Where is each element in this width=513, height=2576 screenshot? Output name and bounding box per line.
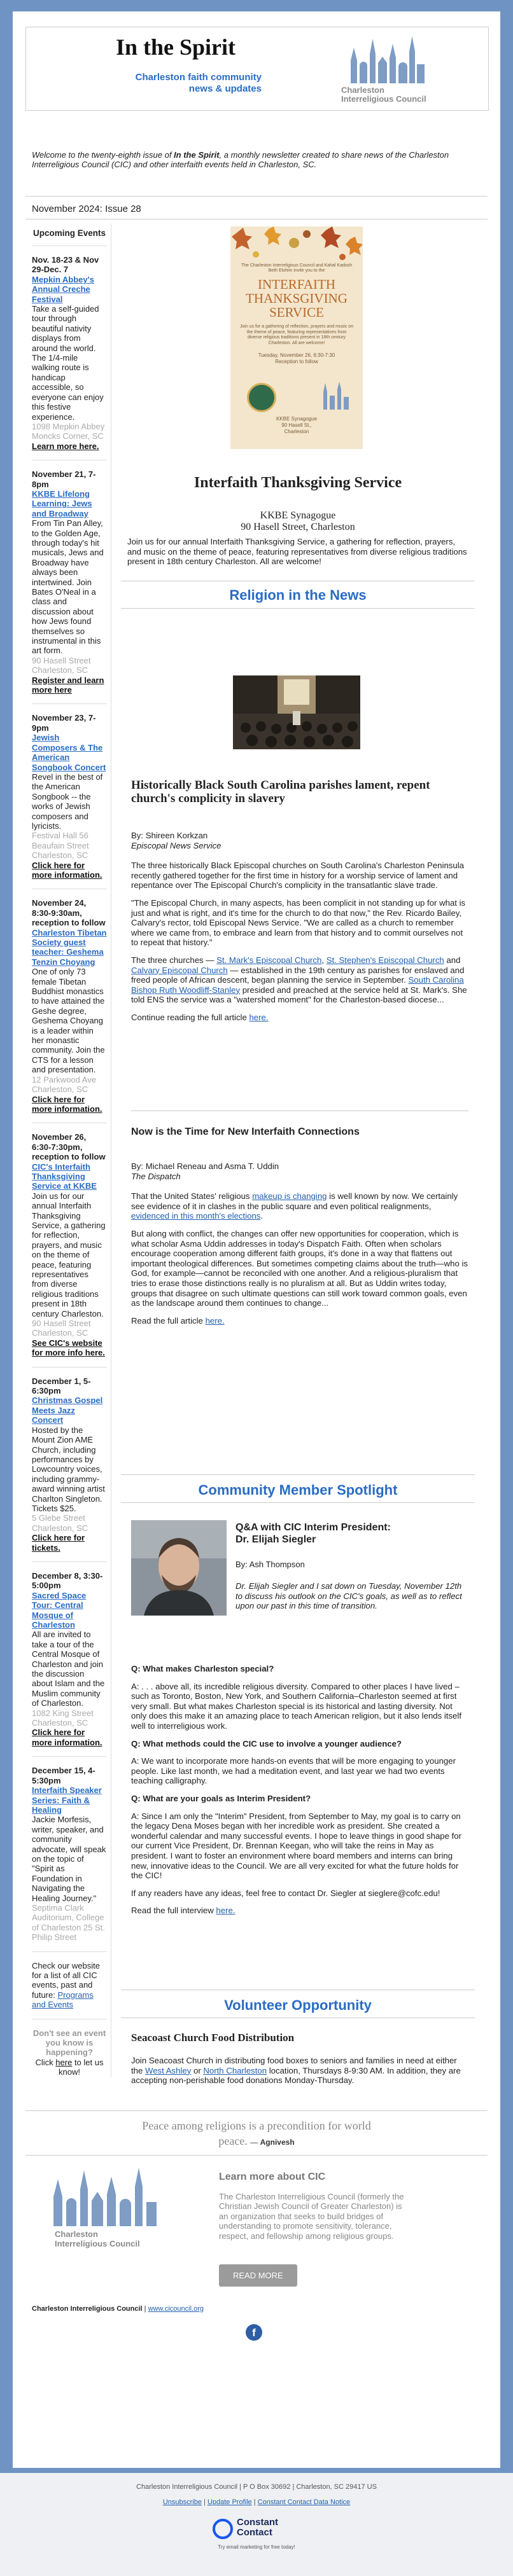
question: Q: What are your goals as Interim President? bbox=[131, 1793, 311, 1803]
footer-address: Charleston Interreligious Council | P O Box 30692 | Charleston, SC 29417 US bbox=[136, 2483, 377, 2491]
event-desc: Take a self-guided tour through beautiful nativity displays from around the world. The 1/4-mile walking route is handicap accessible, so everyone can enjoy this festive experience. bbox=[32, 304, 104, 422]
spotlight-title: Q&A with CIC Interim President: Dr. Elijah Siegler bbox=[235, 1522, 391, 1545]
event-date: Nov. 18-23 & Nov 29-Dec. 7 bbox=[32, 255, 99, 275]
issue-label: November 2024: Issue 28 bbox=[32, 204, 141, 214]
text: The three churches — bbox=[131, 955, 217, 965]
article-2-paragraph bbox=[131, 1191, 468, 1221]
event-item bbox=[32, 713, 107, 880]
org-line-1: Charleston bbox=[341, 85, 384, 95]
event-address: 90 Hasell Street Charleston, SC bbox=[32, 655, 91, 675]
interview-read-more-link[interactable]: here. bbox=[216, 1906, 235, 1916]
event-desc: Join us for our annual Interfaith Thanksgiving Service, a gathering for reflection, prayers, and music on the theme of peace, featuring representatives from diverse religious traditions present in 18th century Charleston. bbox=[32, 1191, 106, 1319]
volunteer-body bbox=[131, 2056, 468, 2093]
bishop-link[interactable]: South Carolina Bishop Ruth Woodliff-Stanley bbox=[131, 975, 464, 995]
text: Read the full article bbox=[131, 1315, 206, 1326]
website-link[interactable]: www.cicouncil.org bbox=[148, 2305, 204, 2313]
st-stephens-link[interactable]: St. Stephen's Episcopal Church bbox=[326, 955, 444, 965]
event-item bbox=[32, 469, 107, 695]
text: Continue reading the full article bbox=[131, 1012, 249, 1022]
event-desc: Hosted by the Mount Zion AME Church, including performances by Lowcountry voices, including grammy-award winning artist Charlton Singleton. Tickets $25. bbox=[32, 1425, 105, 1513]
masthead: In the Spirit bbox=[115, 34, 236, 60]
update-profile-link[interactable]: Update Profile bbox=[207, 2498, 252, 2506]
event-item bbox=[32, 255, 107, 451]
article-1-title: Historically Black South Carolina parishes lament, repent church's complicity in slavery bbox=[131, 779, 430, 805]
article-1-byline: By: Shireen Korkzan bbox=[131, 831, 208, 840]
intro-welcome-rest: , a monthly newsletter created to share news of the Charleston Interreligious Council (CIC) and other interfaith events held in Charleston, SC. bbox=[32, 150, 449, 169]
st-marks-link[interactable]: St. Mark's Episcopal Church bbox=[216, 955, 322, 965]
sidebar-check-website bbox=[32, 1961, 107, 2010]
quote: Peace among religions is a precondition for world peace. — Agnivesh bbox=[25, 2118, 488, 2150]
spotlight-body bbox=[131, 1581, 468, 1619]
event-title-link[interactable]: Sacred Space Tour: Central Mosque of Charleston bbox=[32, 1590, 87, 1630]
article-2-title: Now is the Time for New Interfaith Connections bbox=[131, 1126, 360, 1137]
facebook-icon[interactable]: f bbox=[246, 2324, 262, 2341]
divider bbox=[25, 196, 488, 197]
article-2-source: The Dispatch bbox=[131, 1171, 181, 1181]
skyline-logo-icon bbox=[41, 2168, 168, 2226]
article-1-source: Episcopal News Service bbox=[131, 840, 221, 850]
article-2-read-more-link[interactable]: here. bbox=[205, 1315, 225, 1326]
volunteer-heading: Volunteer Opportunity bbox=[224, 1997, 372, 2013]
event-address: Festival Hall 56 Beaufain Street Charleston, SC bbox=[32, 831, 89, 861]
volunteer-title: Seacoast Church Food Distribution bbox=[131, 2032, 295, 2044]
thanksgiving-title: Interfaith Thanksgiving Service bbox=[193, 474, 402, 491]
question: Q: What makes Charleston special? bbox=[131, 1664, 274, 1673]
sidebar-upcoming-events bbox=[32, 223, 111, 2077]
quote-line-2: peace. bbox=[218, 2135, 248, 2147]
intro-pub-name: In the Spirit bbox=[174, 150, 220, 160]
flyer-title-3: SERVICE bbox=[269, 305, 324, 320]
article-1-paragraph bbox=[131, 955, 468, 1005]
tagline-line-2: news & updates bbox=[188, 83, 262, 94]
tagline bbox=[122, 72, 262, 95]
divider bbox=[25, 2155, 488, 2156]
event-item bbox=[32, 1766, 107, 1942]
click-text: Click bbox=[35, 2057, 56, 2067]
text: location, Thursdays 8-9:30 AM. In addition, they are accepting non-perishable food donations Monday-Thursday. bbox=[131, 2065, 461, 2086]
question: Q: What methods could the CIC use to involve a younger audience? bbox=[131, 1738, 402, 1748]
text: That the United States' religious bbox=[131, 1191, 253, 1201]
thanksgiving-venue bbox=[121, 510, 475, 533]
answer: A: Since I am only the "Interim" President, from September to May, my goal is to carry on the legacy Dena Moses began with her incredible work as president. She created a wonderful calendar and many successful events. I hope to leave things in good shape for our current Vice President, Dr. Brennan Keegan, who will take the reins in May as president. I want to foster an environment where board members and interns can bring new, innovative ideas to the Council. We are all very excited for what the future holds for the CIC! bbox=[131, 1811, 462, 1881]
event-more-link[interactable]: Learn more here. bbox=[32, 441, 99, 451]
event-address: 90 Hasell Street Charleston, SC bbox=[32, 1319, 91, 1338]
event-item bbox=[32, 898, 107, 1114]
event-address: Septima Clark Auditorium, College of Charleston 25 St. Philip Street bbox=[32, 1902, 105, 1942]
event-address: 1098 Mepkin Abbey Moncks Corner, SC bbox=[32, 421, 105, 441]
event-date: November 23, 7-9pm bbox=[32, 713, 96, 733]
event-address: 5 Glebe Street Charleston, SC bbox=[32, 1513, 88, 1533]
event-desc: One of only 73 female Tibetan Buddhist monastics to have attained the Geshe degree, Geshema Choyang is a leader within her monastic community. Join the CTS for a lesson and presentation. bbox=[32, 967, 105, 1075]
footer-links bbox=[0, 2498, 513, 2506]
constant-contact-logo-icon bbox=[213, 2519, 233, 2539]
flyer-reception: Reception to follow bbox=[275, 359, 318, 364]
flyer-venue bbox=[269, 416, 325, 435]
cc-line-2: Contact bbox=[237, 2527, 272, 2538]
event-title-link[interactable]: KKBE Lifelong Learning: Jews and Broadway bbox=[32, 488, 92, 518]
divider bbox=[121, 1474, 475, 1475]
event-address: 12 Parkwood Ave Charleston, SC bbox=[32, 1074, 96, 1095]
separator: | bbox=[142, 2305, 148, 2313]
org-line-2: Interreligious Council bbox=[55, 2239, 140, 2248]
org-line-1: Charleston bbox=[55, 2229, 98, 2239]
header bbox=[25, 27, 489, 111]
cc-name bbox=[237, 2517, 278, 2538]
article-1-read-more-link[interactable]: here. bbox=[249, 1012, 269, 1022]
spotlight-byline: By: Ash Thompson bbox=[235, 1560, 305, 1569]
event-item bbox=[32, 1571, 107, 1747]
event-title-link[interactable]: Jewish Composers & The American Songbook Concert bbox=[32, 733, 106, 772]
article-2-paragraph: But along with conflict, the changes can offer new opportunities for cooperation, which is what scholar Asma Uddin addresses in today's Dispatch Faith. Often when scholars encourage cooperation among different faith groups, it's done in a way that flattens out important theological differences. But sometimes competing claims about the truth—who is God, for example—cannot be reconciled with one another. And a religious-pluralism that tries to erase those distinctions really is no pluralism at all. But as Uddin writes today, groups that disagree on such ultimate questions can still work toward common goals, even as the landscape around them continues to change... bbox=[131, 1228, 468, 1308]
kkbe-seal-icon bbox=[247, 383, 276, 412]
flyer-top: The Charleston Interreligious Council and Kahal Kadosh Beth Elohim invite you to the bbox=[241, 263, 353, 273]
elections-link[interactable]: evidenced in this month's elections bbox=[131, 1211, 261, 1221]
text: — established in the 19th century as parishes for enslaved and freed people of African descent, began planning the service in September. bbox=[131, 965, 465, 985]
about-heading: Learn more about CIC bbox=[219, 2171, 326, 2182]
makeup-changing-link[interactable]: makeup is changing bbox=[252, 1191, 327, 1201]
dont-see-text: Don't see an event you know is happening? bbox=[32, 2028, 106, 2058]
event-title-link[interactable]: Mepkin Abbey's Annual Creche Festival bbox=[32, 274, 94, 304]
thanksgiving-flyer bbox=[230, 226, 363, 449]
sidebar-heading: Upcoming Events bbox=[32, 228, 106, 238]
let-us-know-link[interactable]: here bbox=[55, 2057, 73, 2067]
article-1-body bbox=[131, 831, 468, 1030]
text: Join Seacoast Church in distributing food boxes to seniors and families in need at either the bbox=[131, 2056, 457, 2075]
event-date: December 1, 5-6:30pm bbox=[32, 1376, 91, 1396]
intro-text bbox=[32, 150, 481, 169]
separator: | bbox=[201, 2498, 207, 2506]
event-address: 1082 King Street Charleston, SC bbox=[32, 1708, 94, 1728]
event-date: December 15, 4-5:30pm bbox=[32, 1766, 95, 1785]
newsletter-card bbox=[13, 11, 500, 2468]
thanksgiving-paragraph: Join us for our annual Interfaith Thanksgiving Service, a gathering for reflection, prayers, and music on the theme of peace, featuring representatives from diverse religious traditions present in 18th century Charleston. All are welcome! bbox=[127, 537, 467, 567]
flyer-desc: Join us for a gathering of reflection, prayers and music on the theme of peace, featuring representatives from diverse religious traditions present in 18th century Charleston. All are welcome! bbox=[239, 324, 354, 345]
flyer-title-1: INTERFAITH bbox=[257, 277, 336, 292]
text: and bbox=[444, 955, 461, 965]
about-logo bbox=[41, 2168, 168, 2247]
org-name: Charleston Interreligious Council bbox=[32, 2305, 143, 2313]
flyer-title-2: THANKSGIVING bbox=[246, 291, 348, 306]
quote-author: Agnivesh bbox=[260, 2138, 295, 2147]
about-org-name bbox=[41, 2229, 168, 2248]
event-date: November 24, 8:30-9:30am, reception to follow bbox=[32, 898, 106, 928]
quote-line-1: Peace among religions is a precondition for world bbox=[142, 2119, 371, 2132]
header-org-name bbox=[341, 86, 443, 104]
text: or bbox=[191, 2065, 204, 2075]
spotlight-continue bbox=[131, 1906, 468, 1916]
separator: | bbox=[251, 2498, 258, 2506]
flyer-title bbox=[234, 277, 359, 319]
event-more-link[interactable]: Click here for more information. bbox=[32, 860, 102, 880]
event-title-link[interactable]: Christmas Gospel Meets Jazz Concert bbox=[32, 1395, 103, 1425]
programs-events-link[interactable]: Programs and Events bbox=[32, 1990, 94, 2010]
article-1-paragraph: The three historically Black Episcopal churches on South Carolina's Charleston Peninsula recently gathered together for the first time in history for a worship service of lament and repentance over The Episcopal Church's complicity in the transatlantic slave trade. bbox=[131, 861, 464, 890]
venue-name: KKBE Synagogue bbox=[260, 510, 336, 521]
calvary-link[interactable]: Calvary Episcopal Church bbox=[131, 965, 228, 975]
event-date: November 21, 7-8pm bbox=[32, 469, 96, 489]
west-ashley-link[interactable]: West Ashley bbox=[145, 2065, 192, 2075]
org-line-2: Interreligious Council bbox=[341, 94, 426, 104]
answer: A: We want to incorporate more hands-on events that will be more engaging to younger people. Like last month, we had a meditation event, and last year we had two events teaching calligraphy. bbox=[131, 1756, 456, 1786]
event-desc: Jackie Morfesis, writer, speaker, and community advocate, will speak on the topic of "Spirit as Foundation in Navigating the Healing Journey." bbox=[32, 1815, 106, 1903]
text: Read the full interview bbox=[131, 1906, 216, 1916]
text: presided and preached at the service held at St. Mark's. She told ENS the service was a "watershed moment" for the Charleston-based diocese... bbox=[131, 985, 467, 1005]
article-1-continue bbox=[131, 1013, 468, 1023]
cic-logo-icon bbox=[320, 382, 351, 410]
flyer-venue-2: 90 Hasell St., Charleston bbox=[281, 422, 312, 434]
event-title-link[interactable]: Interfaith Speaker Series: Faith & Healing bbox=[32, 1785, 102, 1815]
cc-line-1: Constant bbox=[237, 2517, 278, 2528]
constant-contact-badge[interactable] bbox=[209, 2516, 304, 2554]
spotlight-qa bbox=[131, 1664, 468, 1923]
article-2-byline: By: Michael Reneau and Asma T. Uddin bbox=[131, 1161, 279, 1171]
event-title-link[interactable]: Charleston Tibetan Society guest teacher: Geshema Tenzin Choyang bbox=[32, 927, 107, 967]
unsubscribe-link[interactable]: Unsubscribe bbox=[162, 2498, 202, 2506]
event-desc: From Tin Pan Alley, to the Golden Age, through today's hit musicals, Jews and Broadway have always been intertwined. Join Bates O'Neal in a class and discussion about how Jews found themselves so instrumental in this art form. bbox=[32, 518, 104, 656]
event-more-link[interactable]: Click here for more information. bbox=[32, 1094, 102, 1114]
event-date: December 8, 3:30-5:00pm bbox=[32, 1570, 103, 1591]
footer bbox=[0, 2473, 513, 2576]
flyer-venue-1: KKBE Synagogue bbox=[276, 416, 318, 422]
article-1-paragraph: "The Episcopal Church, in many aspects, has been complicit in not standing up for what is just and what is right, and it's time for the church to do that now," the Rev. Ricardo Bailey, Calvary's rector, told Episcopal News Service. "We are called as a church to remember where we came from, to embrace and learn from that history and to commit ourselves not to repeat that history." bbox=[131, 897, 466, 948]
read-more-button[interactable]: READ MORE bbox=[219, 2264, 297, 2287]
event-more-link[interactable]: Click here for more information. bbox=[32, 1728, 102, 1747]
text: . bbox=[260, 1211, 264, 1221]
event-more-link[interactable]: Register and learn more here bbox=[32, 675, 104, 695]
spotlight-contact: If any readers have any ideas, feel free to contact Dr. Siegler at sieglere@cofc.edu! bbox=[131, 1888, 440, 1898]
let-us-know-rest: to let us know! bbox=[59, 2057, 104, 2077]
spotlight-heading: Community Member Spotlight bbox=[198, 1482, 398, 1498]
answer: A: . . . above all, its incredible religious diversity. Compared to other places I have lived –such as Toronto, Boston, New York, and Southern California–Charleston seemed at first very small. But what makes Charleston special is its historical and lasting diversity. Not only does this make it an amazing place to teach American religion, but it also lends itself well to interreligious work. bbox=[131, 1681, 461, 1731]
tagline-line-1: Charleston faith community bbox=[135, 72, 262, 83]
north-charleston-link[interactable]: North Charleston bbox=[203, 2065, 267, 2075]
article-2-continue bbox=[131, 1316, 468, 1326]
data-notice-link[interactable]: Constant Contact Data Notice bbox=[257, 2498, 351, 2506]
text: is well known by now. We certainly see evidence of it in clashes in the public square and even political realignments, bbox=[131, 1191, 458, 1211]
sidebar-dont-see bbox=[32, 2028, 107, 2077]
event-more-link[interactable]: See CIC's website for more info here. bbox=[32, 1338, 105, 1358]
event-desc: All are invited to take a tour of the Central Mosque of Charleston and join the discussion about Islam and the Muslim community of Charleston. bbox=[32, 1630, 105, 1708]
news-heading: Religion in the News bbox=[229, 587, 367, 603]
article-2-body bbox=[131, 1161, 468, 1333]
cc-tagline: Try email marketing for free today! bbox=[218, 2544, 295, 2550]
skyline-logo-icon bbox=[338, 35, 433, 83]
divider bbox=[121, 608, 475, 609]
venue-address: 90 Hasell Street, Charleston bbox=[241, 522, 355, 532]
event-title-link[interactable]: CIC's Interfaith Thanksgiving Service at KKBE bbox=[32, 1161, 97, 1191]
event-item bbox=[32, 1132, 107, 1357]
church-service-photo bbox=[233, 675, 360, 749]
intro-welcome: Welcome to the twenty-eighth issue of bbox=[32, 150, 174, 160]
text: , bbox=[321, 955, 327, 965]
divider bbox=[25, 2110, 488, 2111]
check-text: Check our website for a list of all CIC events, past and future: bbox=[32, 1960, 100, 2000]
spotlight-intro: Dr. Elijah Siegler and I sat down on Tuesday, November 12th to discuss his outlook on the CIC's goals, as well as to reflect upon our past in this time of transition. bbox=[235, 1581, 462, 1611]
event-date: November 26, 6:30-7:30pm, reception to follow bbox=[32, 1132, 106, 1162]
footer-card-line bbox=[32, 2305, 204, 2313]
event-more-link[interactable]: Click here for tickets. bbox=[32, 1533, 85, 1553]
event-desc: Revel in the best of the American Songbook -- the works of Jewish composers and lyricists. bbox=[32, 772, 103, 831]
flyer-when: Tuesday, November 26, 6:30-7:30 bbox=[258, 352, 335, 358]
thanksgiving-body bbox=[127, 537, 468, 574]
event-item bbox=[32, 1376, 107, 1553]
divider bbox=[121, 1502, 475, 1503]
about-body: The Charleston Interreligious Council (formerly the Christian Jewish Council of Greater Charleston) is an organization that seeks to build bridges of understanding to promote sensitivity, tolerance, respect, and fellowship among religious groups. bbox=[219, 2192, 404, 2241]
